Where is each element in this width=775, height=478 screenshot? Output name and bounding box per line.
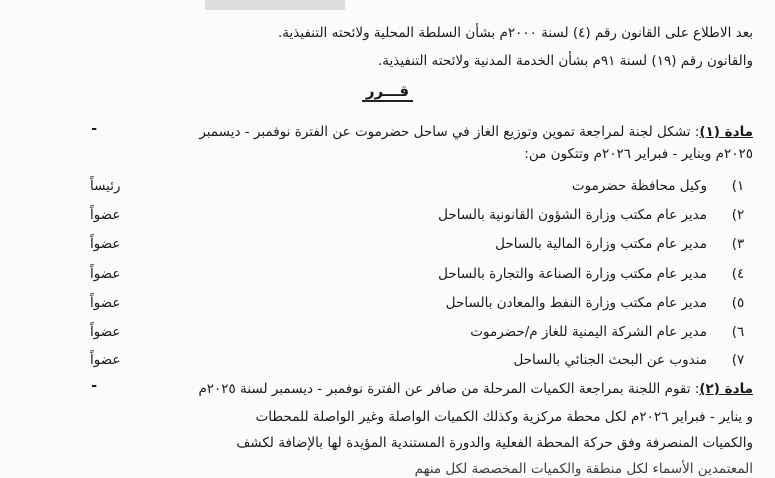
article-2-line-2: و يناير - فبراير ٢٠٢٦م لكل محطة مركزية وكذلك الكميات الواصلة وغير الواصلة للمحطات [255,409,753,425]
member-title: مندوب عن البحث الجنائي بالساحل [513,352,707,368]
member-role: عضواً [90,266,121,282]
member-number: ١) [731,178,745,194]
article-2-dash: - [91,378,97,394]
member-title: وكيل محافظة حضرموت [571,178,707,194]
member-row [18,295,753,315]
member-row [18,207,753,227]
member-role: عضواً [90,324,121,340]
article-1-dash: - [91,121,97,137]
member-number: ٦) [731,324,745,340]
member-row [18,352,753,372]
article-1-label: مادة (١) [699,124,753,140]
article-2-line-1 [198,380,753,398]
article-1-line-1 [199,123,753,141]
member-number: ٢) [731,207,745,223]
intro-line-1: بعد الاطلاع على القانون رقم (٤) لسنة ٢٠٠٠م بشأن السلطة المحلية ولائحته التنفيذية. [278,25,753,41]
top-scan-artifact [205,0,345,10]
member-row [18,324,753,344]
member-row [18,178,753,198]
member-role: عضواً [90,207,121,223]
article-2-line-4: المعتمدين الأسماء لكل منطقة والكميات المخصصة لكل منهم [414,461,753,477]
member-title: مدير عام مكتب وزارة الصناعة والتجارة بالساحل [438,266,707,282]
member-title: مدير عام مكتب وزارة المالية بالساحل [495,236,707,252]
member-role: عضواً [90,295,121,311]
member-role: عضواً [90,352,121,368]
member-number: ٥) [731,295,745,311]
article-2-label: مادة (٢) [699,381,753,397]
intro-line-2: والقانون رقم (١٩) لسنة ٩١م بشأن الخدمة المدنية ولائحته التنفيذية. [377,53,753,69]
member-role: عضواً [90,236,121,252]
article-1-line-2: ٢٠٢٥م ويناير - فبراير ٢٠٢٦م وتتكون من: [524,146,753,162]
article-2-line-3: والكميات المنصرفة وفق حركة المحطة الفعلية والدورة المستندية المؤيدة لها بالإضافة لكشف [236,435,753,451]
member-number: ٣) [731,236,745,252]
article-2-text: : تقوم اللجنة بمراجعة الكميات المرحلة من صافر عن الفترة نوفمبر - ديسمبر لسنة ٢٠٢٥م [198,381,700,397]
article-1-text: : تشكل لجنة لمراجعة تموين وتوزيع الغاز في ساحل حضرموت عن الفترة نوفمبر - ديسمبر [199,124,700,140]
member-role: رئيساً [90,178,121,194]
member-title: مدير عام مكتب وزارة النفط والمعادن بالساحل [445,295,707,311]
decision-heading [0,82,775,100]
member-number: ٤) [731,266,745,282]
member-title: مدير عام الشركة اليمنية للغاز م/حضرموت [470,324,707,340]
member-title: مدير عام مكتب وزارة الشؤون القانونية بالساحل [438,207,707,223]
decision-heading-text: قـــرر [362,82,413,102]
member-number: ٧) [731,352,745,368]
member-row [18,266,753,286]
member-row [18,236,753,256]
